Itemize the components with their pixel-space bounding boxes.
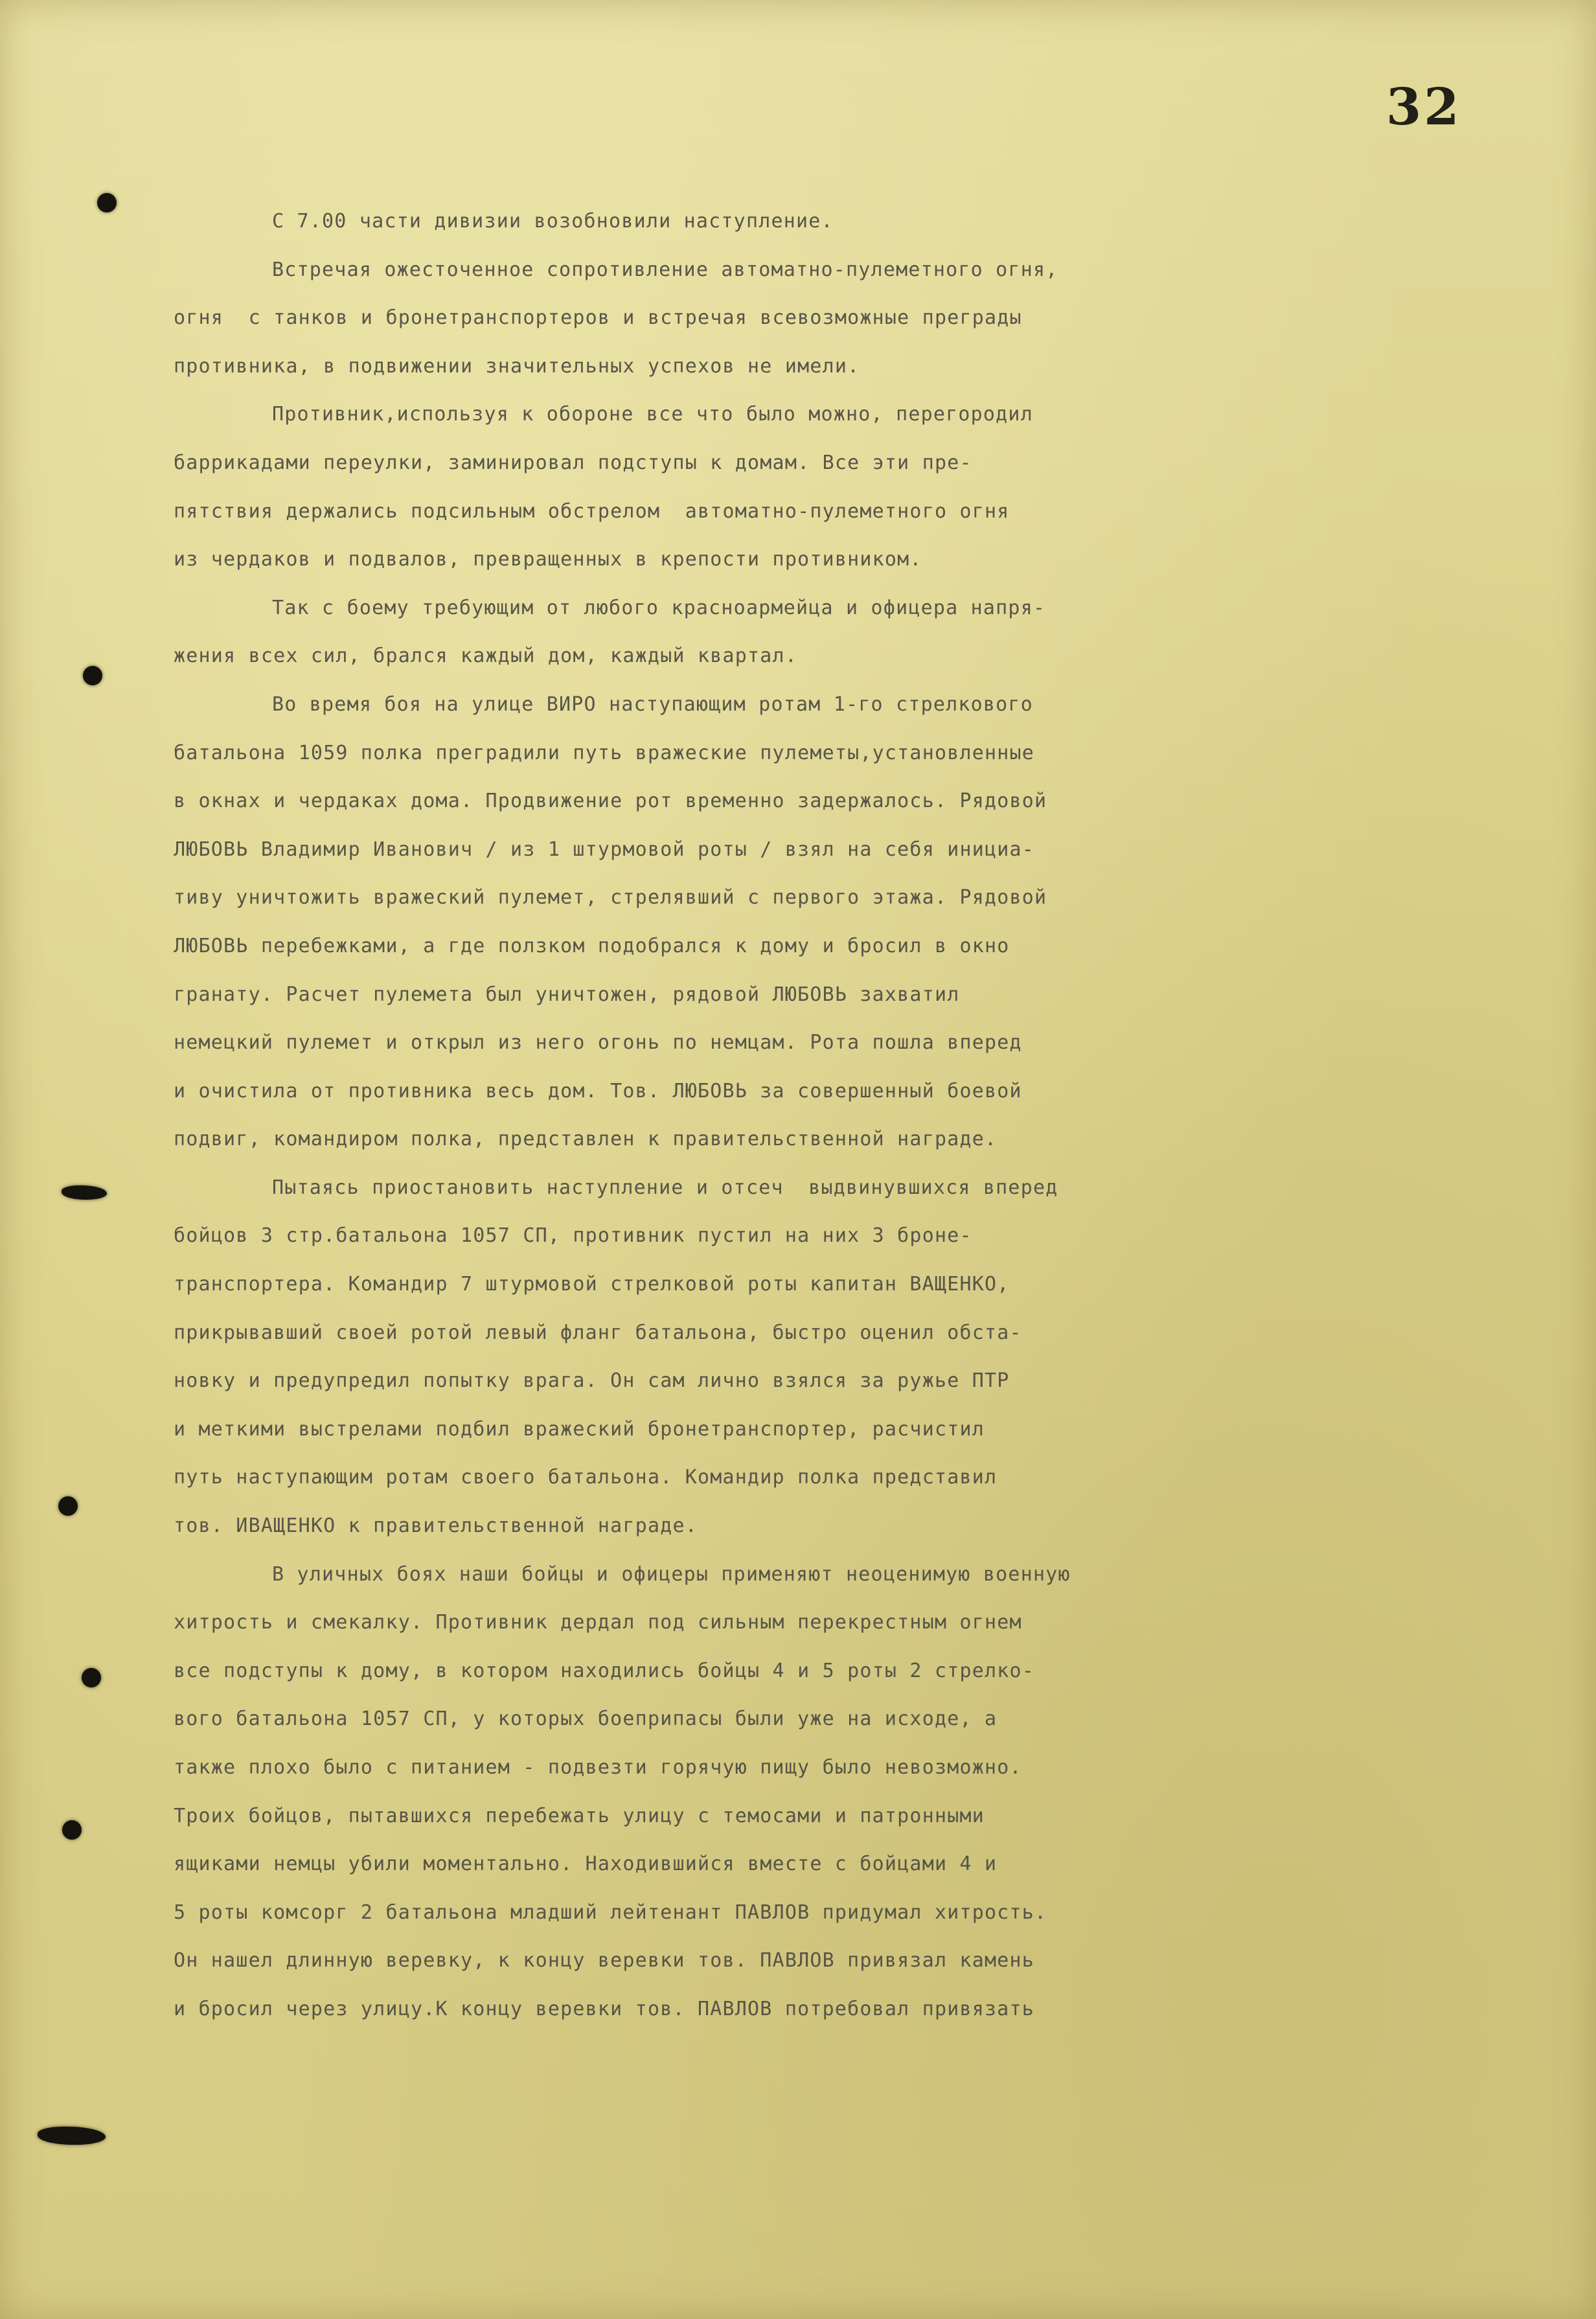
- binding-hole: [58, 1496, 78, 1516]
- text-line: Троих бойцов, пытавшихся перебежать улицу с темосами и патронными: [174, 1804, 985, 1827]
- text-line: и бросил через улицу.К концу веревки тов. ПАВЛОВ потребовал привязать: [174, 1997, 1035, 2020]
- text-line: тиву уничтожить вражеский пулемет, стрелявший с первого этажа. Рядовой: [174, 886, 1047, 909]
- text-line: Он нашел длинную веревку, к концу веревки тов. ПАВЛОВ привязал камень: [174, 1949, 1035, 1972]
- text-line: баррикадами переулки, заминировал подступы к домам. Все эти пре-: [174, 451, 972, 474]
- text-line: в окнах и чердаках дома. Продвижение рот временно задержалось. Рядовой: [174, 790, 1047, 813]
- text-line: гранату. Расчет пулемета был уничтожен, рядовой ЛЮБОВЬ захватил: [174, 983, 960, 1006]
- text-line: В уличных боях наши бойцы и офицеры применяют неоценимую военную: [272, 1562, 1071, 1586]
- binding-hole: [83, 666, 102, 685]
- text-line: Пытаясь приостановить наступление и отсеч выдвинувшихся вперед: [272, 1176, 1058, 1199]
- text-line: также плохо было с питанием - подвезти горячую пищу было невозможно.: [174, 1756, 1022, 1779]
- text-line: ЛЮБОВЬ Владимир Иванович / из 1 штурмовой роты / взял на себя инициа-: [174, 838, 1035, 861]
- document-body: [174, 198, 1592, 2034]
- text-line: подвиг, командиром полка, представлен к правительственной награде.: [174, 1128, 998, 1151]
- text-line: ящиками немцы убили моментально. Находившийся вместе с бойцами 4 и: [174, 1853, 998, 1876]
- text-line: Во время боя на улице ВИРО наступающим ротам 1-го стрелкового: [272, 692, 1033, 716]
- text-line: транспортера. Командир 7 штурмовой стрелковой роты капитан ВАЩЕНКО,: [174, 1273, 1010, 1296]
- page-number: 32: [1386, 78, 1462, 137]
- text-line: новку и предупредил попытку врага. Он сам лично взялся за ружье ПТР: [174, 1369, 1010, 1393]
- text-line: пятствия держались подсильным обстрелом автоматно-пулеметного огня: [174, 499, 1010, 523]
- text-line: Встречая ожесточенное сопротивление автоматно-пулеметного огня,: [272, 258, 1058, 281]
- text-line: ЛЮБОВЬ перебежками, а где ползком подобрался к дому и бросил в окно: [174, 934, 1010, 957]
- text-line: немецкий пулемет и открыл из него огонь по немцам. Рота пошла вперед: [174, 1031, 1022, 1055]
- text-line: противника, в подвижении значительных успехов не имели.: [174, 354, 860, 378]
- text-line: огня с танков и бронетранспортеров и встречая всевозможные преграды: [174, 306, 1022, 330]
- text-line: и меткими выстрелами подбил вражеский бронетранспортер, расчистил: [174, 1417, 985, 1441]
- text-line: все подступы к дому, в котором находились бойцы 4 и 5 роты 2 стрелко-: [174, 1659, 1035, 1682]
- binding-hole: [38, 2127, 106, 2145]
- binding-hole: [62, 1185, 107, 1200]
- text-line: Так с боему требующим от любого красноармейца и офицера напря-: [272, 596, 1046, 619]
- text-line: бойцов 3 стр.батальона 1057 СП, противник пустил на них 3 броне-: [174, 1224, 972, 1248]
- text-line: вого батальона 1057 СП, у которых боеприпасы были уже на исходе, а: [174, 1708, 998, 1731]
- text-line: батальона 1059 полка преградили путь вражеские пулеметы,установленные: [174, 741, 1035, 764]
- text-line: жения всех сил, брался каждый дом, каждый квартал.: [174, 645, 798, 668]
- binding-hole: [82, 1668, 101, 1687]
- text-line: 5 роты комсорг 2 батальона младший лейтенант ПАВЛОВ придумал хитрость.: [174, 1901, 1047, 1924]
- text-line: путь наступающим ротам своего батальона. Командир полка представил: [174, 1466, 998, 1489]
- text-line: хитрость и смекалку. Противник дердал под сильным перекрестным огнем: [174, 1611, 1022, 1634]
- text-line: из чердаков и подвалов, превращенных в крепости противником.: [174, 548, 922, 571]
- binding-hole: [97, 193, 117, 212]
- text-line: С 7.00 части дивизии возобновили наступление.: [272, 210, 834, 233]
- binding-hole: [62, 1820, 82, 1840]
- text-line: прикрывавший своей ротой левый фланг батальона, быстро оценил обста-: [174, 1321, 1022, 1344]
- text-line: Противник,используя к обороне все что было можно, перегородил: [272, 403, 1033, 426]
- text-line: и очистила от противника весь дом. Тов. ЛЮБОВЬ за совершенный боевой: [174, 1079, 1022, 1102]
- text-line: тов. ИВАЩЕНКО к правительственной награде.: [174, 1514, 698, 1538]
